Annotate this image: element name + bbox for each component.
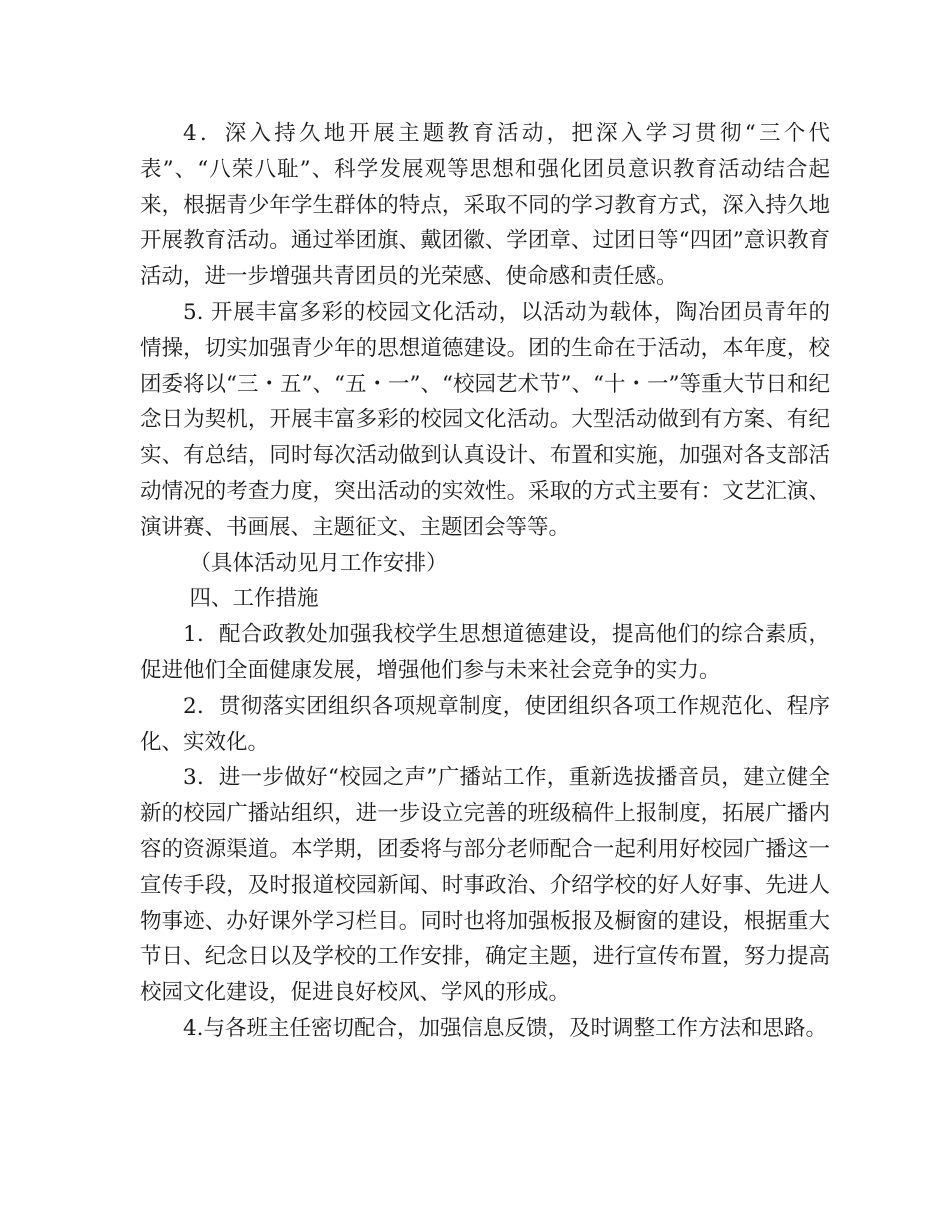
paragraph-measure-4: 4.与各班主任密切配合，加强信息反馈，及时调整工作方法和思路。: [183, 1015, 828, 1041]
paragraph-measure-3: 3．进一步做好“校园之声”广播站工作，重新选拔播音员，建立健全新的校园广播站组织，进一步设立完善的班级稿件上报制度，拓展广播内容的资源渠道。本学期，团委将与部分老师配合一起利用好校园广播这一宣传手段，及时报道校园新闻、时事政治、介绍学校的好人好事、先进人物事迹、办好课外学习栏目。同时也将加强板报及橱窗的建设，根据重大节日、纪念日以及学校的工作安排，确定主题，进行宣传布置，努力提高校园文化建设，促进良好校风、学风的形成。: [140, 765, 830, 1006]
paragraph-activity-note: （具体活动见月工作安排）: [189, 550, 448, 576]
document-body: [140, 116, 830, 1047]
paragraph-measure-2: 2．贯彻落实团组织各项规章制度，使团组织各项工作规范化、程序化、实效化。: [140, 693, 830, 755]
paragraph-measure-1: 1．配合政教处加强我校学生思想道德建设，提高他们的综合素质，促进他们全面健康发展，增强他们参与未来社会竞争的实力。: [140, 622, 830, 683]
section-heading-measures: 四、工作措施: [189, 586, 319, 612]
paragraph-theme-education: 4．深入持久地开展主题教育活动，把深入学习贯彻“三个代表”、“八荣八耻”、科学发展观等思想和强化团员意识教育活动结合起来，根据青少年学生群体的特点，采取不同的学习教育方式，深入持久地开展教育活动。通过举团旗、戴团徽、学团章、过团日等“四团”意识教育活动，进一步增强共青团员的光荣感、使命感和责任感。: [140, 121, 830, 290]
paragraph-campus-culture: 5. 开展丰富多彩的校园文化活动，以活动为载体，陶冶团员青年的情操，切实加强青少年的思想道德建设。团的生命在于活动，本年度，校团委将以“三・五”、“五・一”、“校园艺术节”、“十・一”等重大节日和纪念日为契机，开展丰富多彩的校园文化活动。大型活动做到有方案、有纪实、有总结，同时每次活动做到认真设计、布置和实施，加强对各支部活动情况的考查力度，突出活动的实效性。采取的方式主要有：文艺汇演、演讲赛、书画展、主题征文、主题团会等等。: [140, 299, 830, 540]
